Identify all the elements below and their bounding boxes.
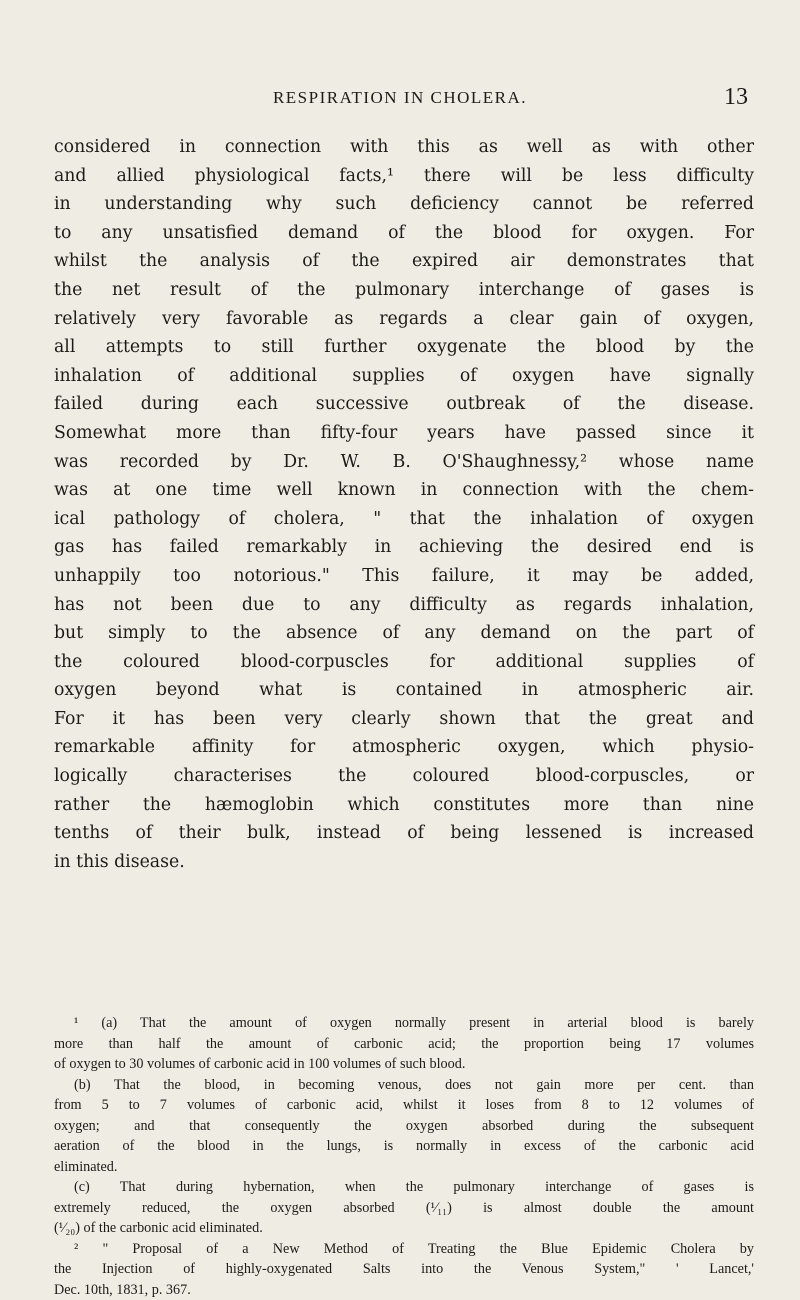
text-line: was recorded by Dr. W. B. O'Shaughnessy,² whose name (54, 448, 754, 477)
footnote-line: oxygen; and that consequently the oxygen absorbed during the subsequent (54, 1116, 754, 1137)
text-line: failed during each successive outbreak of the disease. (54, 390, 754, 419)
footnote-line: ¹ (a) That the amount of oxygen normally present in arterial blood is barely (54, 1013, 754, 1034)
body-paragraph (54, 133, 754, 876)
footnote-line: Dec. 10th, 1831, p. 367. (54, 1280, 754, 1300)
footnote-line: eliminated. (54, 1157, 754, 1178)
footnote-line: aeration of the blood in the lungs, is normally in excess of the carbonic acid (54, 1136, 754, 1157)
footnote-line: more than half the amount of carbonic acid; the proportion being 17 volumes (54, 1034, 754, 1055)
running-head: RESPIRATION IN CHOLERA. (0, 88, 800, 108)
text-line: considered in connection with this as well as with other (54, 133, 754, 162)
text-line: oxygen beyond what is contained in atmospheric air. (54, 676, 754, 705)
text-line: logically characterises the coloured blood-corpuscles, or (54, 762, 754, 791)
text-line: the net result of the pulmonary interchange of gases is (54, 276, 754, 305)
text-line: in understanding why such deficiency cannot be referred (54, 190, 754, 219)
text-line: relatively very favorable as regards a clear gain of oxygen, (54, 305, 754, 334)
text-line: has not been due to any difficulty as regards inhalation, (54, 591, 754, 620)
text-line: all attempts to still further oxygenate the blood by the (54, 333, 754, 362)
text-line: gas has failed remarkably in achieving the desired end is (54, 533, 754, 562)
text-line: and allied physiological facts,¹ there will be less difficulty (54, 162, 754, 191)
page-header (0, 84, 800, 114)
text-line: but simply to the absence of any demand on the part of (54, 619, 754, 648)
text-line: remarkable affinity for atmospheric oxygen, which physio- (54, 733, 754, 762)
text-line: was at one time well known in connection with the chem- (54, 476, 754, 505)
text-line: For it has been very clearly shown that the great and (54, 705, 754, 734)
footnote-line: ² " Proposal of a New Method of Treating the Blue Epidemic Cholera by (54, 1239, 754, 1260)
text-line: the coloured blood-corpuscles for additional supplies of (54, 648, 754, 677)
footnote-line: from 5 to 7 volumes of carbonic acid, whilst it loses from 8 to 12 volumes of (54, 1095, 754, 1116)
text-line: unhappily too notorious." This failure, it may be added, (54, 562, 754, 591)
text-line: to any unsatisfied demand of the blood for oxygen. For (54, 219, 754, 248)
text-line: ical pathology of cholera, " that the inhalation of oxygen (54, 505, 754, 534)
text-line: in this disease. (54, 848, 754, 877)
footnote-line: (c) That during hybernation, when the pulmonary interchange of gases is (54, 1177, 754, 1198)
footnote-line: of oxygen to 30 volumes of carbonic acid in 100 volumes of such blood. (54, 1054, 754, 1075)
footnote-line: (b) That the blood, in becoming venous, does not gain more per cent. than (54, 1075, 754, 1096)
footnotes (54, 1013, 754, 1300)
text-line: Somewhat more than fifty-four years have passed since it (54, 419, 754, 448)
page-number: 13 (724, 84, 748, 111)
footnote-line: (¹⁄₂₀) of the carbonic acid eliminated. (54, 1218, 754, 1239)
footnote-line: the Injection of highly-oxygenated Salts into the Venous System," ' Lancet,' (54, 1259, 754, 1280)
text-line: rather the hæmoglobin which constitutes more than nine (54, 791, 754, 820)
text-line: inhalation of additional supplies of oxygen have signally (54, 362, 754, 391)
footnote-line: extremely reduced, the oxygen absorbed (¹⁄₁₁) is almost double the amount (54, 1198, 754, 1219)
text-line: whilst the analysis of the expired air demonstrates that (54, 247, 754, 276)
text-line: tenths of their bulk, instead of being lessened is increased (54, 819, 754, 848)
